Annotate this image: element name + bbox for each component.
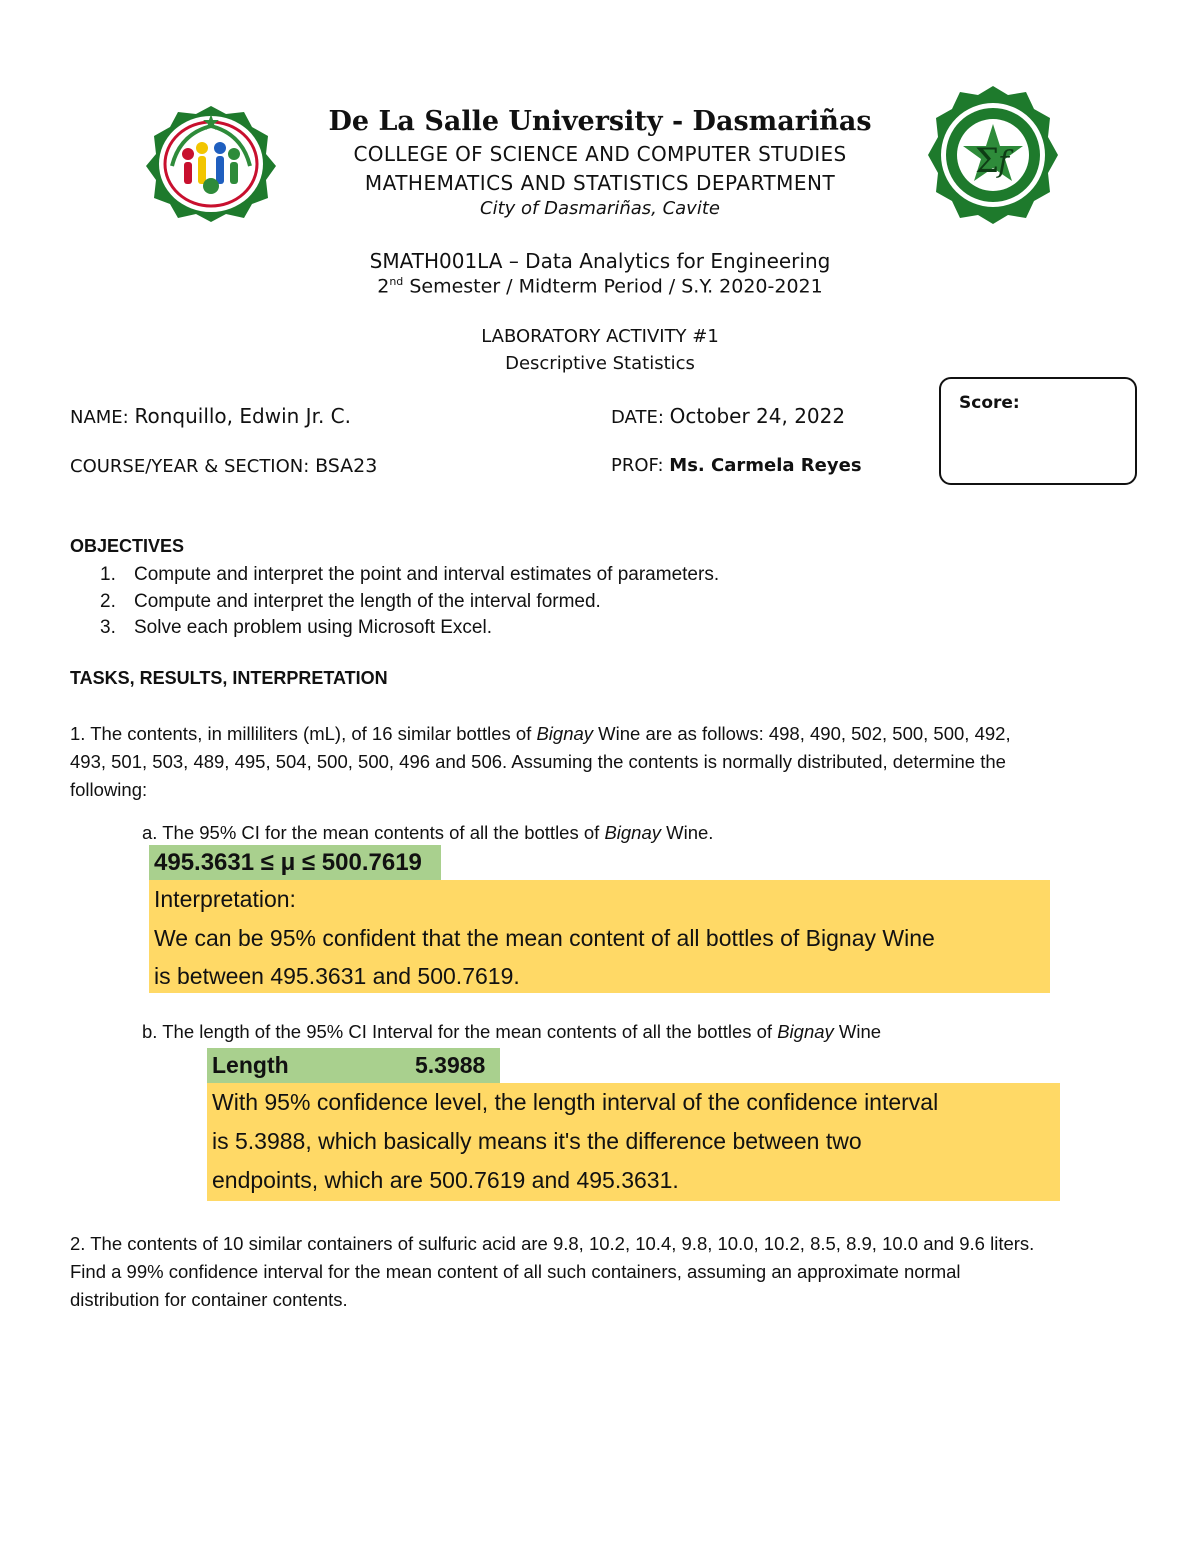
term-line — [0, 275, 1200, 297]
length-value: 5.3988 — [415, 1052, 486, 1078]
problem-2-text: 2. The contents of 10 similar containers of sulfuric acid are 9.8, 10.2, 10.4, 9.8, 10.0, 10.2, 8.5, 8.9, 10.0 and 9.6 liters. Find a 99% confidence interval for the mean content of all such containers, assuming an approximate normal distribution for container contents. — [70, 1233, 1035, 1310]
objective-item: 1. Compute and interpret the point and interval estimates of parameters. — [100, 564, 720, 585]
course-section-field — [70, 455, 377, 477]
interpretation-b-box — [207, 1083, 1060, 1201]
activity-topic: Descriptive Statistics — [505, 353, 695, 374]
term-suffix: nd — [389, 275, 404, 288]
tasks-heading: TASKS, RESULTS, INTERPRETATION — [70, 668, 388, 688]
objective-item: 2. Compute and interpret the length of the interval formed. — [100, 590, 601, 612]
name-label: NAME: — [70, 407, 129, 428]
name-value: Ronquillo, Edwin Jr. C. — [134, 404, 351, 428]
problem-1-text: 1. The contents, in milliliters (mL), of 16 similar bottles of Bignay Wine are as follows: 498, 490, 502, 500, 500, 492, 493, 501, 503, 489, 495, 504, 500, 500, 496 and 506. Assuming the contents is normally distributed, determine the following: — [70, 723, 1011, 800]
date-label: DATE: — [611, 407, 664, 428]
question-b: b. The length of the 95% CI Interval for the mean contents of all the bottles of Bignay Wine — [142, 1021, 882, 1042]
date-field — [611, 404, 845, 428]
objectives-list — [100, 562, 719, 642]
question-a: a. The 95% CI for the mean contents of all the bottles of Bignay Wine. — [142, 822, 714, 843]
interpretation-line: is 5.3988, which basically means it's the difference between two — [212, 1128, 862, 1154]
score-box — [939, 377, 1137, 485]
prof-label: PROF: — [611, 455, 664, 476]
objective-item: 3. Solve each problem using Microsoft Excel. — [100, 617, 492, 638]
score-label: Score: — [959, 393, 1020, 413]
objectives-heading: OBJECTIVES — [70, 536, 185, 556]
length-answer-highlight — [207, 1048, 500, 1083]
ci-answer-highlight: 495.3631 ≤ μ ≤ 500.7619 — [149, 845, 441, 880]
department-name: MATHEMATICS AND STATISTICS DEPARTMENT — [364, 171, 836, 195]
course-title: SMATH001LA – Data Analytics for Engineering — [369, 249, 831, 273]
course-section-label: COURSE/YEAR & SECTION: — [70, 456, 310, 477]
interpretation-line: With 95% confidence level, the length interval of the confidence interval — [212, 1089, 939, 1115]
interpretation-label: Interpretation: — [154, 886, 296, 912]
term-number: 2 — [377, 275, 390, 298]
interpretation-line: is between 495.3631 and 500.7619. — [154, 963, 520, 989]
interpretation-a-box — [149, 880, 1050, 993]
svg-text:f: f — [998, 145, 1010, 180]
course-section-value: BSA23 — [315, 455, 378, 477]
interpretation-line: endpoints, which are 500.7619 and 495.3631. — [212, 1167, 679, 1193]
name-field — [70, 404, 351, 428]
city-name: City of Dasmariñas, Cavite — [480, 198, 720, 219]
term-rest: Semester / Midterm Period / S.Y. 2020-2021 — [403, 275, 823, 298]
length-label: Length — [212, 1052, 289, 1078]
interpretation-line: We can be 95% confident that the mean content of all bottles of Bignay Wine — [154, 924, 935, 951]
prof-field — [611, 455, 862, 476]
date-value: October 24, 2022 — [669, 404, 846, 428]
college-name: COLLEGE OF SCIENCE AND COMPUTER STUDIES — [353, 142, 847, 166]
prof-value: Ms. Carmela Reyes — [669, 455, 862, 476]
activity-number: LABORATORY ACTIVITY #1 — [481, 326, 719, 347]
svg-text:Σ: Σ — [975, 141, 1000, 181]
university-name: De La Salle University - Dasmariñas — [328, 106, 872, 137]
